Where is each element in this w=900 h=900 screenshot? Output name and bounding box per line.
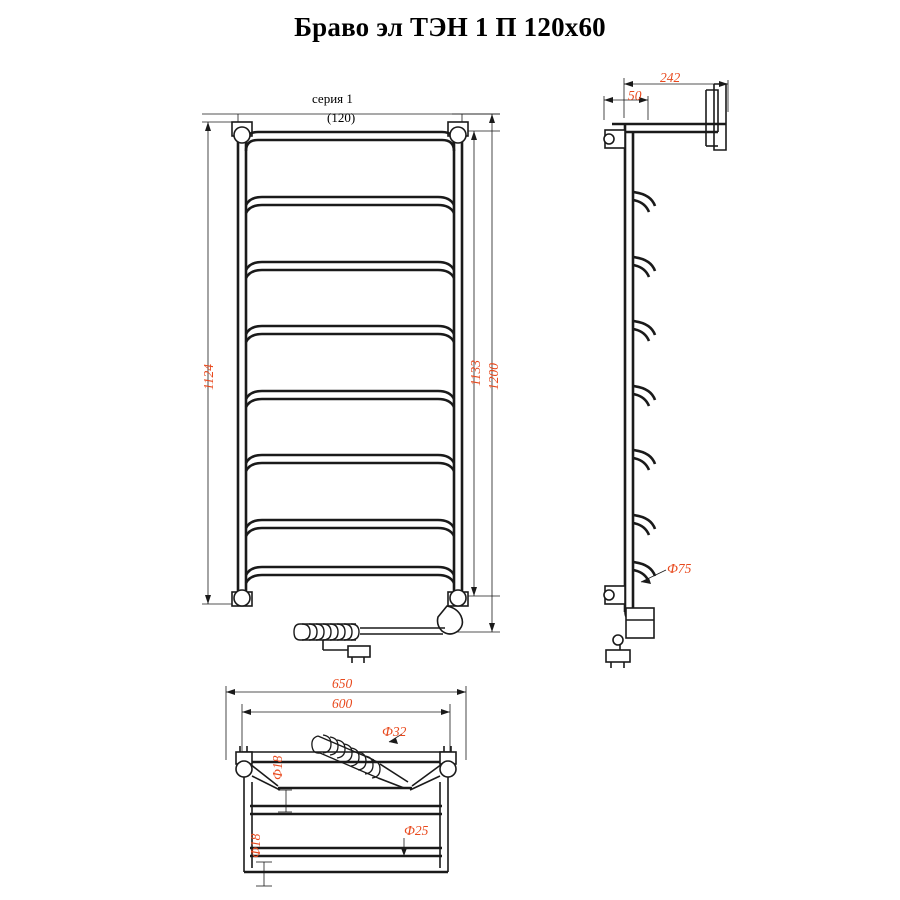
dim-width-600: 600 bbox=[332, 696, 353, 711]
page-title: Браво эл ТЭН 1 П 120х60 bbox=[294, 12, 606, 42]
dim-diameter-18-left: Ф18 bbox=[270, 755, 285, 780]
dim-diameter-32: Ф32 bbox=[382, 724, 407, 739]
side-view-geometry bbox=[604, 78, 728, 668]
dim-diameter-18-bottom: Ф18 bbox=[248, 833, 263, 858]
series-number-label: (120) bbox=[327, 110, 356, 125]
dim-height-1133: 1133 bbox=[468, 360, 483, 386]
power-plug-front bbox=[323, 640, 370, 663]
dim-depth-242: 242 bbox=[660, 70, 681, 85]
series-label: серия 1 bbox=[312, 91, 353, 106]
front-view-geometry bbox=[202, 114, 500, 663]
power-cable-coil bbox=[294, 624, 359, 640]
dim-height-1200: 1200 bbox=[486, 363, 501, 390]
side-heater-box bbox=[606, 608, 654, 668]
dim-width-650: 650 bbox=[332, 676, 353, 691]
dim-depth-50: 50 bbox=[628, 88, 642, 103]
dim-diameter-25: Ф25 bbox=[404, 823, 429, 838]
dim-diameter-75: Ф75 bbox=[667, 561, 692, 576]
front-rungs bbox=[246, 197, 454, 583]
dim-height-1124: 1124 bbox=[201, 364, 216, 390]
side-rung-stubs bbox=[633, 192, 655, 582]
